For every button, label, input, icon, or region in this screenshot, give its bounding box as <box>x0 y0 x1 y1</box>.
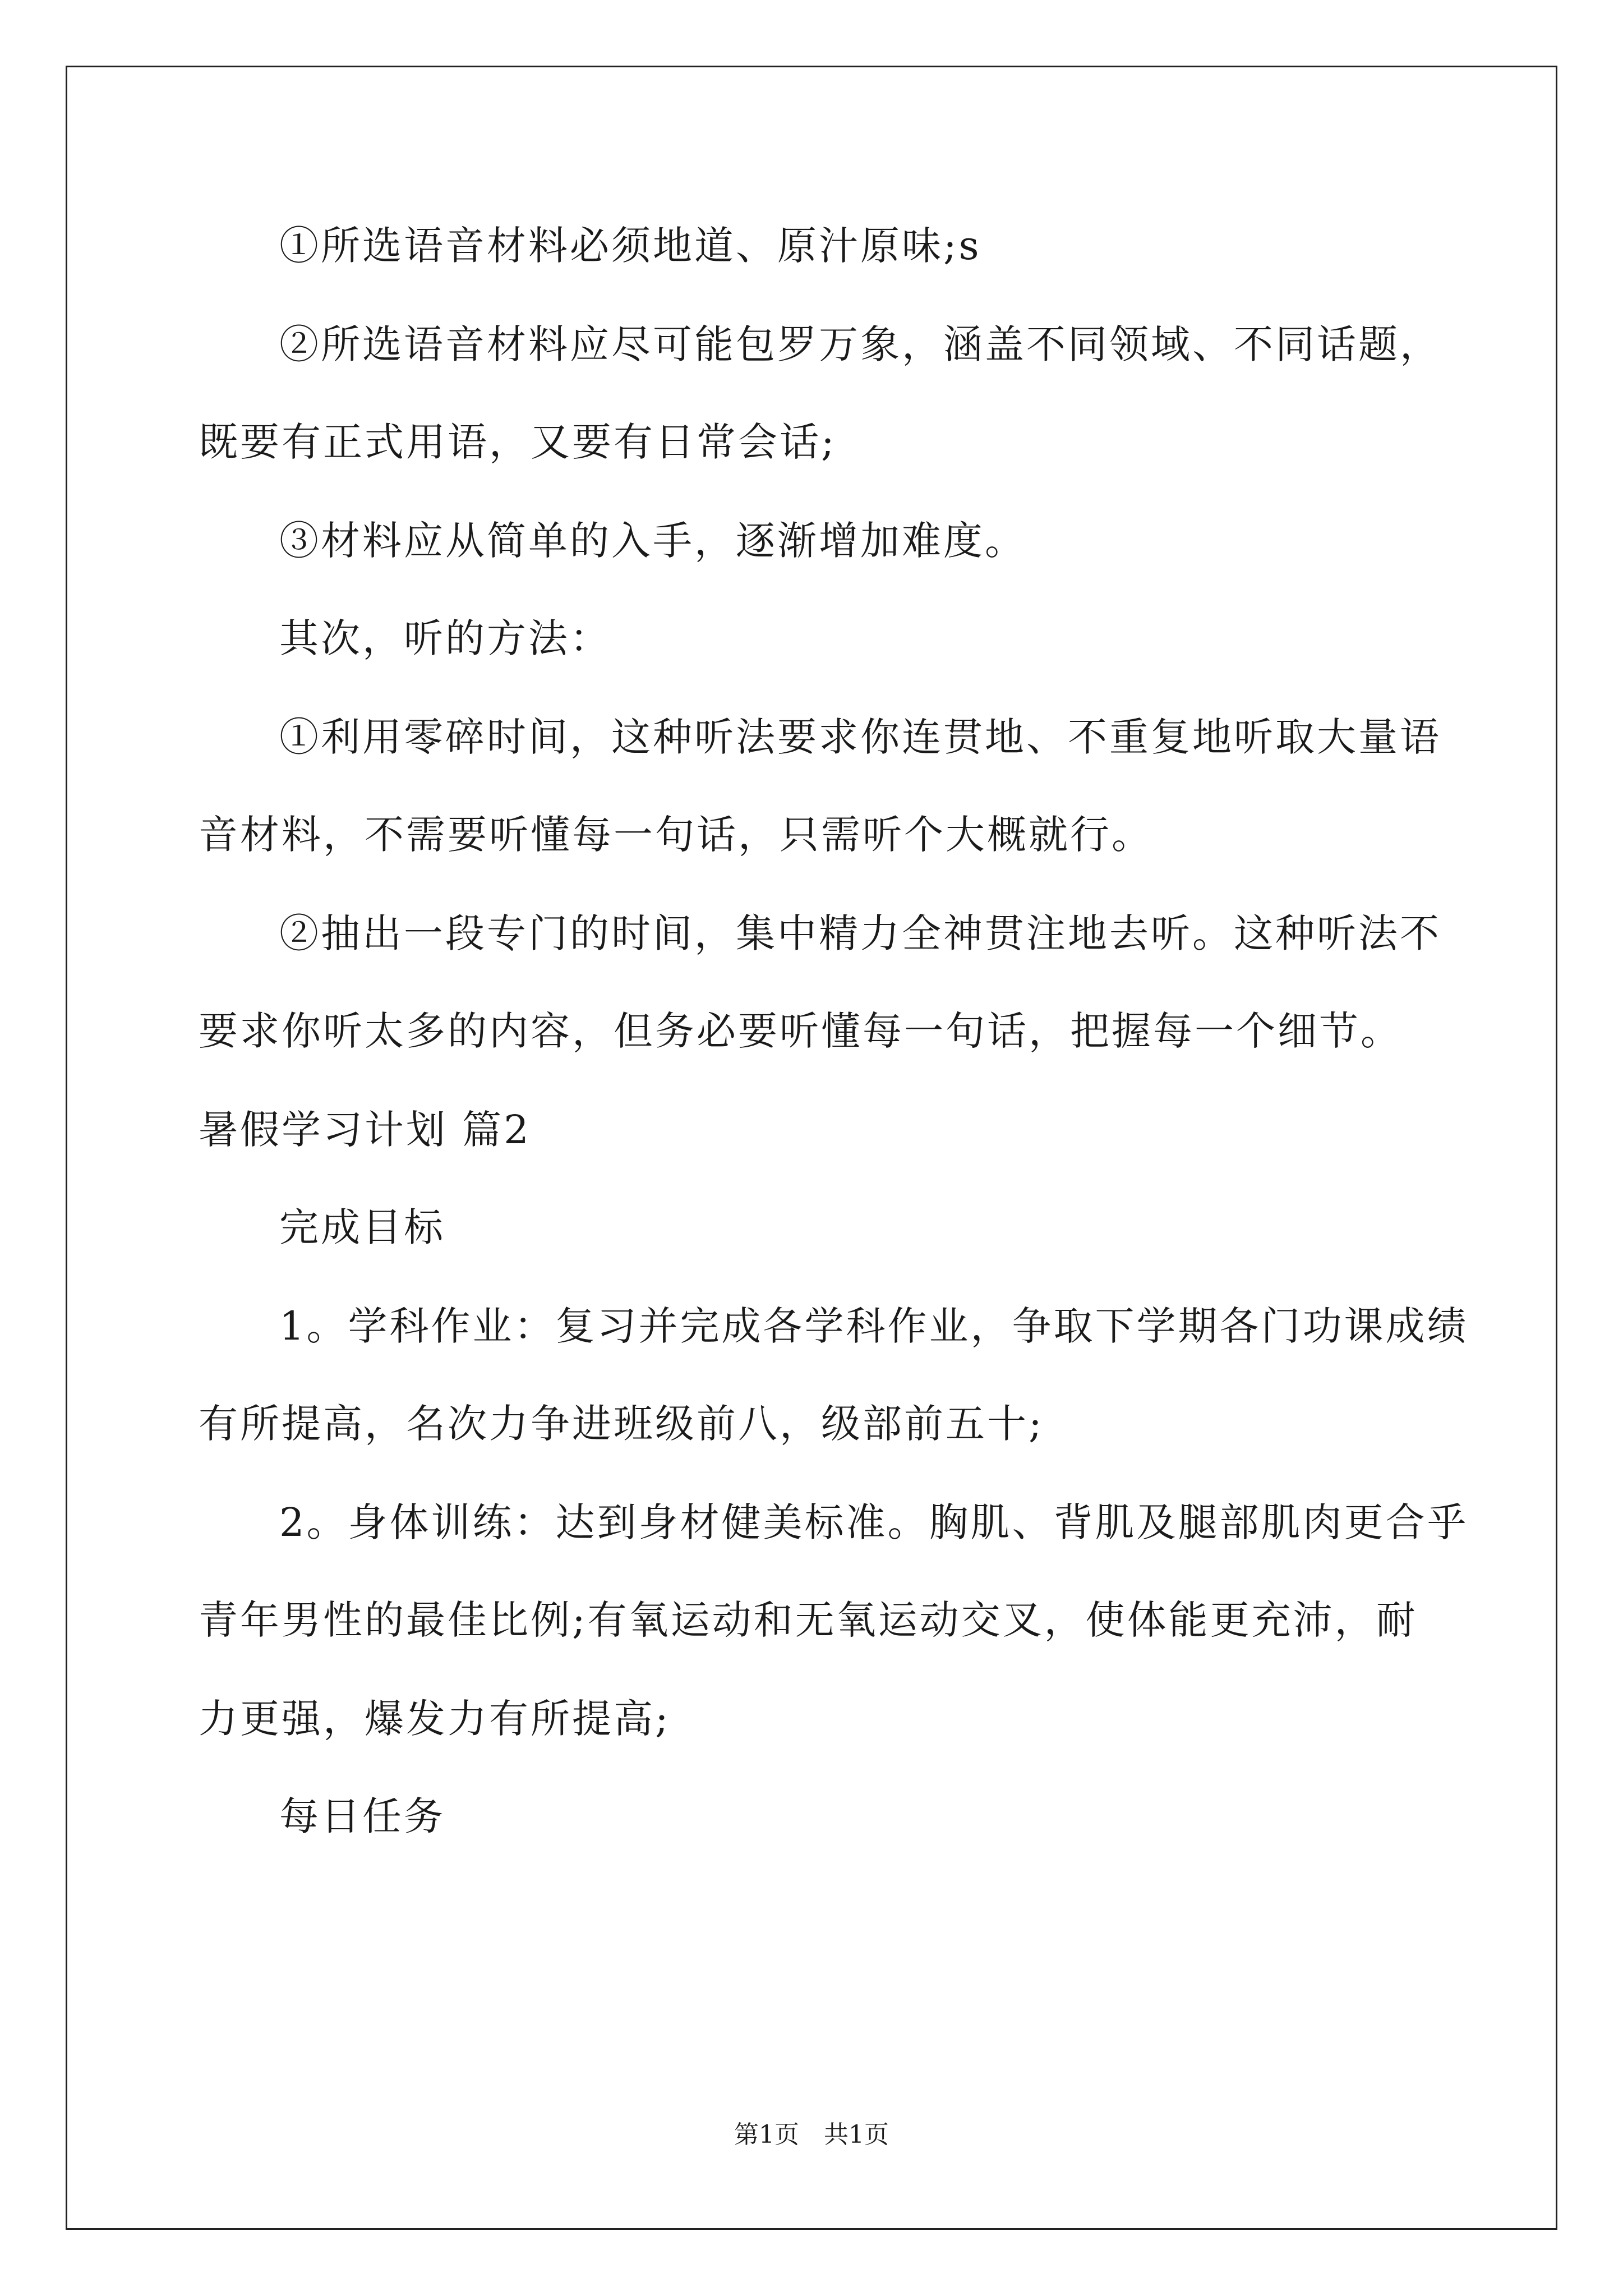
text-line: ③材料应从简单的入手，逐渐增加难度。 <box>279 518 1026 564</box>
text-line: 完成目标 <box>279 1204 445 1250</box>
text-line: 音材料，不需要听懂每一句话，只需听个大概就行。 <box>199 812 1153 858</box>
text-line: 青年男性的最佳比例;有氧运动和无氧运动交叉，使体能更充沛，耐 <box>199 1597 1418 1643</box>
text-line: 2。身体训练：达到身材健美标准。胸肌、背肌及腿部肌肉更合乎 <box>279 1499 1469 1545</box>
text-line: 有所提高，名次力争进班级前八，级部前五十; <box>199 1401 1044 1447</box>
text-line: 力更强，爆发力有所提高; <box>199 1696 671 1742</box>
text-line: ②所选语音材料应尽可能包罗万象，涵盖不同领域、不同话题， <box>279 321 1441 367</box>
text-line: 既要有正式用语，又要有日常会话; <box>199 419 837 465</box>
text-line: 每日任务 <box>279 1793 445 1839</box>
text-line: 其次，听的方法： <box>279 615 611 661</box>
text-line: ①利用零碎时间，这种听法要求你连贯地、不重复地听取大量语 <box>279 714 1441 760</box>
section-heading: 暑假学习计划 篇2 <box>199 1107 531 1153</box>
text-line: 1。学科作业：复习并完成各学科作业，争取下学期各门功课成绩 <box>279 1303 1469 1349</box>
text-line: 要求你听太多的内容，但务必要听懂每一句话，把握每一个细节。 <box>199 1008 1402 1054</box>
text-line: ②抽出一段专门的时间，集中精力全神贯注地去听。这种听法不 <box>279 910 1441 956</box>
text-line: ①所选语音材料必须地道、原汁原味;s <box>279 223 981 269</box>
page-footer: 第1页 共1页 <box>734 2120 889 2149</box>
